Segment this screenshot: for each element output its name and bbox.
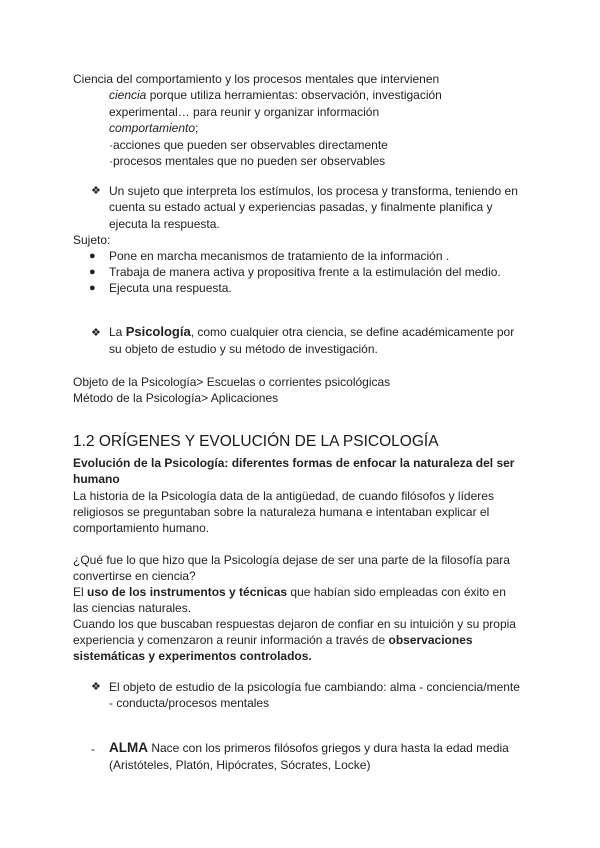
paragraph-line: (Aristóteles, Platón, Hipócrates, Sócrates, Locke) — [109, 758, 371, 772]
paragraph-line: Un sujeto que interpreta los estímulos, los procesa y transforma, teniendo en — [109, 184, 518, 198]
intro-line: experimental… para reunir y organizar información — [109, 105, 380, 119]
paragraph-line: ejecuta la respuesta. — [109, 217, 220, 231]
bold-term: Psicología — [125, 324, 191, 339]
text: La — [109, 325, 126, 339]
intro-line — [109, 87, 442, 104]
text: que habían sido empleadas con éxito en — [287, 585, 506, 599]
bold-term: observaciones — [388, 633, 473, 647]
text: Nace con los primeros filósofos griegos y dura hasta la edad media — [148, 741, 509, 755]
diamond-bullet-icon: ❖ — [91, 327, 101, 339]
bold-term: ALMA — [109, 740, 148, 755]
intro-line — [109, 120, 198, 137]
paragraph-line: - conducta/procesos mentales — [109, 696, 270, 710]
intro-line: ·procesos mentales que no pueden ser observables — [109, 154, 386, 168]
dash-bullet: - — [91, 742, 95, 756]
paragraph-line — [109, 324, 514, 341]
text: El — [73, 585, 88, 599]
subheading: Evolución de la Psicología: diferentes formas de enfocar la naturaleza del ser — [73, 456, 515, 470]
paragraph-line: comportamiento humano. — [73, 521, 210, 535]
paragraph-line — [73, 632, 473, 649]
diamond-bullet-icon: ❖ — [91, 681, 101, 693]
sujeto-label: Sujeto: — [73, 233, 111, 247]
list-item: Ejecuta una respuesta. — [109, 281, 232, 295]
paragraph-line: ¿Qué fue lo que hizo que la Psicología dejase de ser una parte de la filosofía para — [73, 553, 510, 567]
paragraph-line: Cuando los que buscaban respuestas dejaron de confiar en su intuición y su propia — [73, 617, 516, 631]
intro-italic-term: comportamiento — [109, 121, 196, 135]
intro-text: ; — [195, 121, 199, 135]
bold-term: sistemáticas y experimentos controlados. — [73, 649, 312, 663]
paragraph-line: El objeto de estudio de la psicología fue cambiando: alma - conciencia/mente — [109, 680, 520, 694]
paragraph-line: Objeto de la Psicología> Escuelas o corrientes psicológicas — [73, 375, 391, 389]
round-bullet-icon: ● — [89, 282, 96, 294]
paragraph-line: Método de la Psicología> Aplicaciones — [73, 391, 279, 405]
subheading: humano — [73, 472, 120, 486]
list-item: Trabaja de manera activa y propositiva frente a la estimulación del medio. — [109, 265, 501, 279]
intro-italic-term: ciencia — [109, 88, 147, 102]
intro-text: porque utiliza herramientas: observación, investigación — [146, 88, 442, 102]
paragraph-line: cuenta su estado actual y experiencias pasadas, y finalmente planifica y — [109, 200, 493, 214]
paragraph-line: La historia de la Psicología data de la antigüedad, de cuando filósofos y líderes — [73, 489, 494, 503]
diamond-bullet-icon: ❖ — [91, 185, 101, 197]
text: , como cualquier otra ciencia, se define académicamente por — [190, 325, 515, 339]
intro-line: ·acciones que pueden ser observables directamente — [109, 138, 388, 152]
intro-line: Ciencia del comportamiento y los procesos mentales que intervienen — [73, 72, 440, 86]
section-heading: 1.2 ORÍGENES Y EVOLUCIÓN DE LA PSICOLOGÍA — [73, 433, 439, 450]
bold-term: uso de los instrumentos y técnicas — [87, 585, 288, 599]
paragraph-line — [73, 584, 506, 601]
round-bullet-icon: ● — [89, 266, 96, 278]
text: experiencia y comenzaron a reunir información a través de — [73, 633, 389, 647]
paragraph-line — [109, 740, 509, 757]
paragraph-line: convertirse en ciencia? — [73, 569, 196, 583]
round-bullet-icon: ● — [89, 250, 96, 262]
list-item: Pone en marcha mecanismos de tratamiento de la información . — [109, 249, 450, 263]
paragraph-line: religiosos se preguntaban sobre la naturaleza humana e intentaban explicar el — [73, 505, 490, 519]
paragraph-line: su objeto de estudio y su método de investigación. — [109, 342, 378, 356]
paragraph-line: las ciencias naturales. — [73, 601, 192, 615]
